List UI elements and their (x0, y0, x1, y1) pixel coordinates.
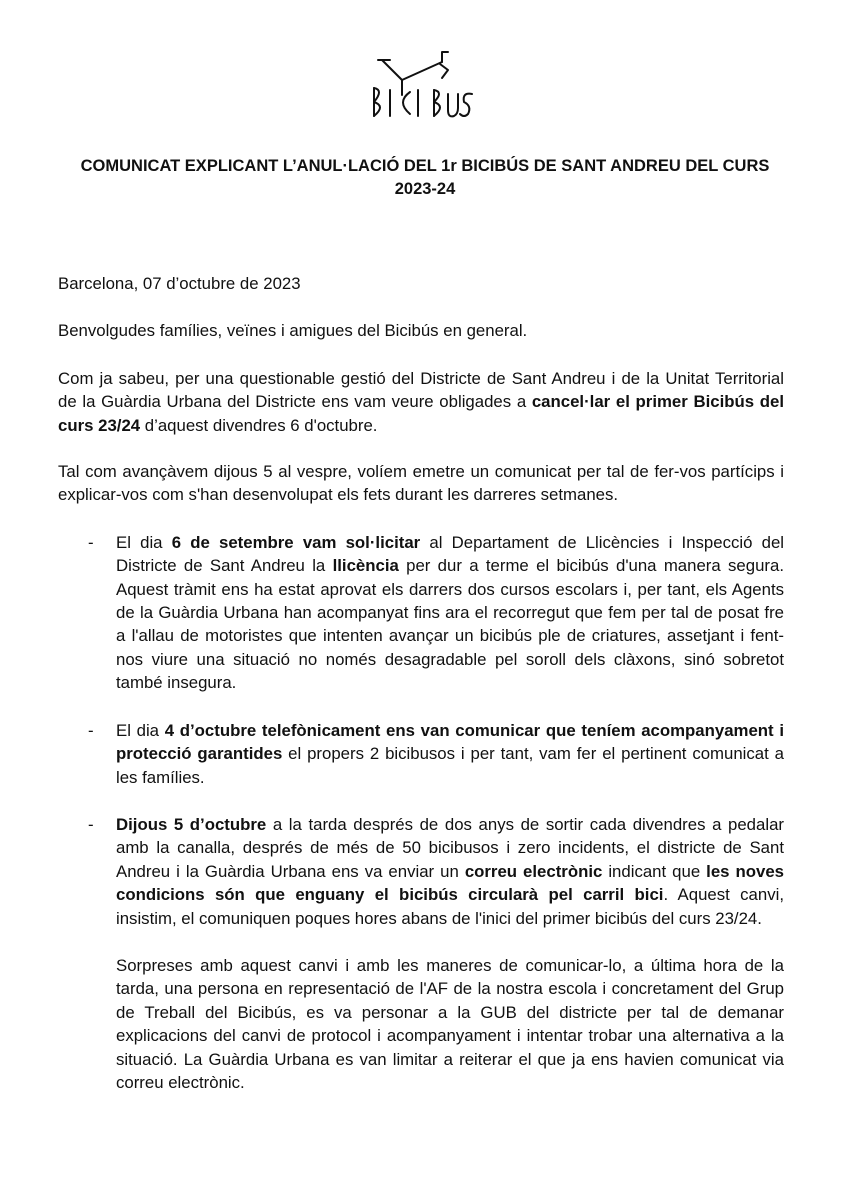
letter-body (58, 272, 784, 1094)
page-title: COMUNICAT EXPLICANT L’ANUL·LACIÓ DEL 1r BICIBÚS DE SANT ANDREU DEL CURS 2023-24 (80, 157, 770, 198)
list-item: - El dia 4 d’octubre telefònicament ens van comunicar que teníem acompanyament i protecció garantides el propers 2 bicibusos i per tant, vam fer el pertinent comunicat a les famílies. (88, 720, 785, 787)
bullet-dash: - (88, 814, 94, 834)
date-line: Barcelona, 07 d’octubre de 2023 (58, 274, 301, 293)
greeting: Benvolgudes famílies, veïnes i amigues del Bicibús en general. (58, 321, 528, 341)
paragraph-intro: Tal com avançàvem dijous 5 al vespre, volíem emetre un comunicat per tal de fer-vos partícips i explicar-vos com s'han desenvolupat els fets durant les darreres setmanes. (58, 462, 784, 505)
paragraph-followup: Sorpreses amb aquest canvi i amb les maneres de comunicar-lo, a última hora de la tarda, una persona en representació de l'AF de la nostra escola i concretament del Grup de Treball del Bicibús, es va personar a la GUB del districte per tal de demanar explicacions del canvi de protocol i acompanyament i intentar trobar una alternativa a la situació. La Guàrdia Urbana es van limitar a reiterar el que ja ens havien comunicat via correu electrònic. (116, 955, 784, 1092)
bicibus-logo (362, 50, 474, 130)
events-list (58, 531, 784, 930)
bullet-dash: - (88, 720, 94, 740)
logo-bici-letters (374, 88, 418, 116)
list-item: - El dia 6 de setembre vam sol·licitar al Departament de Llicències i Inspecció del Districte de Sant Andreu la llicència per dur a terme el bicibús d'una manera segura. Aquest tràmit ens ha estat aprovat els darrers dos cursos escolars i, per tant, els Agents de la Guàrdia Urbana han acompanyat fins ara el recorregut que fem per tal de posat fre a l'allau de motoristes que intenten avançar un bicibús ple de criatures, assetjant i fent-nos viure una situació no només desagradable pel soroll dels clàxons, sinó sobretot també insegura. (88, 532, 785, 693)
paragraph-cancellation: Com ja sabeu, per una questionable gestió del Districte de Sant Andreu i de la Unitat Territorial de la Guàrdia Urbana del Districte ens vam veure obligades a cancel·lar el primer Bicibús del curs 23/24 d’aquest divendres 6 d'octubre. (58, 368, 784, 435)
bullet-dash: - (88, 532, 94, 552)
logo-bus-letters (434, 90, 472, 116)
list-item: - Dijous 5 d’octubre a la tarda després de dos anys de sortir cada divendres a pedalar amb la canalla, després de més de 50 bicibusos i zero incidents, el districte de Sant Andreu i la Guàrdia Urbana ens va enviar un correu electrònic indicant que les noves condicions són que enguany el bicibús circularà pel carril bici. Aquest canvi, insistim, el comuniquen poques hores abans de l'inici del primer bicibús del curs 23/24. (88, 814, 785, 928)
